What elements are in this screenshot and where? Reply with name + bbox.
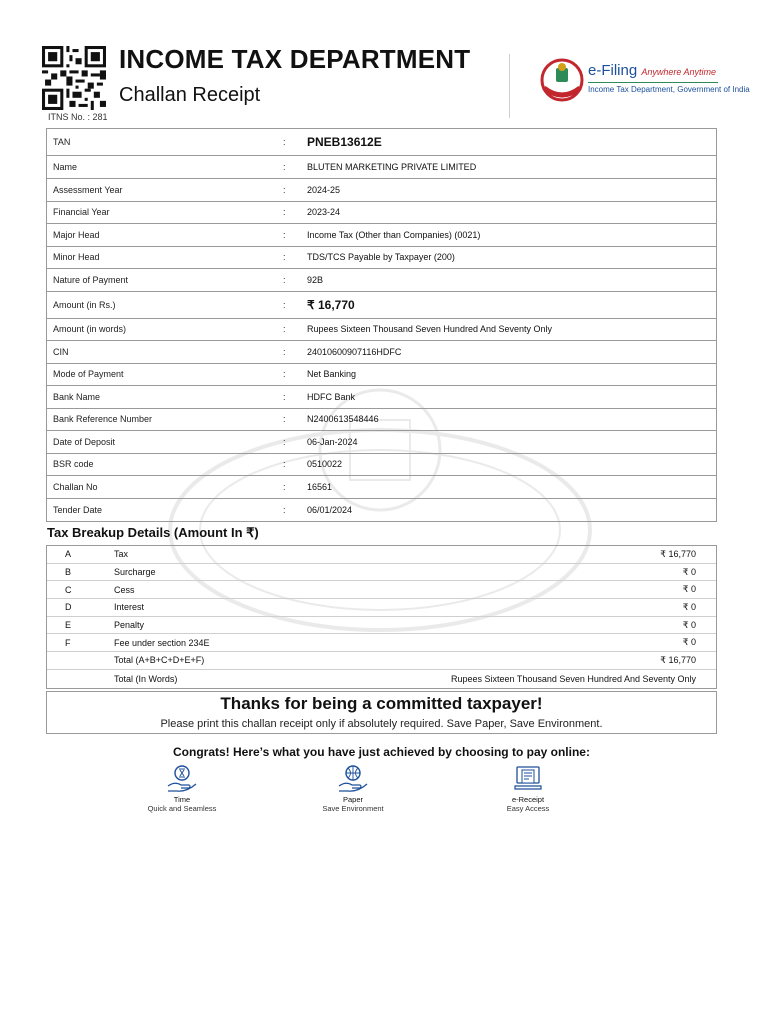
detail-label: Minor Head [53, 252, 100, 263]
tax-label: Surcharge [114, 567, 156, 578]
feature-subtitle: Save Environment [322, 804, 384, 813]
tax-amount: Rupees Sixteen Thousand Seven Hundred And Seventy Only [451, 673, 696, 684]
detail-label: BSR code [53, 459, 94, 470]
detail-label: Nature of Payment [53, 274, 129, 285]
detail-row-date-of-deposit [47, 431, 716, 454]
tax-amount: ₹ 0 [682, 637, 696, 648]
time-icon [165, 764, 199, 794]
detail-row-bank-reference [47, 409, 716, 432]
detail-value: 92B [307, 274, 324, 285]
detail-value: 2023-24 [307, 207, 341, 218]
tax-code: D [65, 602, 72, 613]
detail-value: 06/01/2024 [307, 504, 353, 515]
detail-colon: : [283, 184, 286, 195]
tax-amount: ₹ 0 [682, 566, 696, 577]
detail-label: Mode of Payment [53, 369, 124, 380]
detail-label: Major Head [53, 229, 100, 240]
feature-title: e-Receipt [511, 795, 545, 804]
tax-label: Fee under section 234E [114, 637, 210, 648]
detail-colon: : [283, 137, 286, 147]
detail-label: Date of Deposit [53, 436, 116, 447]
tax-label: Tax [114, 549, 129, 560]
tax-amount: ₹ 16,770 [660, 654, 696, 665]
tax-amount: ₹ 0 [682, 619, 696, 630]
detail-label: Bank Name [53, 391, 101, 402]
itns-number: ITNS No. : 281 [48, 112, 108, 122]
tax-row [47, 546, 716, 564]
detail-value: 2024-25 [307, 184, 341, 195]
header [42, 44, 750, 124]
detail-colon: : [283, 299, 286, 310]
tax-row [47, 564, 716, 582]
detail-row-cin [47, 341, 716, 364]
detail-row-major-head [47, 224, 716, 247]
detail-value: 24010600907116HDFC [307, 346, 402, 357]
detail-colon: : [283, 459, 286, 470]
detail-label: Amount (in words) [53, 324, 127, 335]
detail-row-challan-no [47, 476, 716, 499]
feature-time [127, 764, 237, 813]
detail-value: PNEB13612E [307, 135, 382, 149]
detail-row-bank-name [47, 386, 716, 409]
challan-details-table [46, 128, 717, 522]
header-divider [509, 54, 510, 118]
tax-amount: ₹ 0 [682, 584, 696, 595]
page-subtitle: Challan Receipt [119, 84, 261, 106]
thanks-subtext: Please print this challan receipt only if absolutely required. Save Paper, Save Environment. [160, 718, 603, 730]
efiling-label: e-Filing [588, 62, 638, 79]
tax-label: Penalty [114, 620, 145, 631]
detail-colon: : [283, 436, 286, 447]
thanks-heading: Thanks for being a committed taxpayer! [220, 694, 543, 713]
efiling-tagline: Anywhere Anytime [641, 67, 717, 77]
feature-subtitle: Quick and Seamless [147, 804, 217, 813]
detail-colon: : [283, 252, 286, 263]
detail-colon: : [283, 391, 286, 402]
detail-label: Challan No [53, 481, 98, 492]
detail-row-bsr-code [47, 454, 716, 477]
tax-code: A [65, 549, 72, 560]
detail-value: Rupees Sixteen Thousand Seven Hundred And Seventy Only [307, 324, 552, 335]
feature-title: Paper [342, 795, 363, 804]
qr-code-icon [42, 46, 106, 110]
detail-colon: : [283, 369, 286, 380]
congrats-text: Congrats! Here’s what you have just achieved by choosing to pay online: [173, 745, 590, 759]
tax-breakup-title: Tax Breakup Details (Amount In ₹) [47, 525, 259, 540]
detail-value: Net Banking [307, 369, 357, 380]
detail-value: TDS/TCS Payable by Taxpayer (200) [307, 252, 455, 263]
tax-row [47, 634, 716, 652]
detail-label: Bank Reference Number [53, 414, 153, 425]
tax-label: Interest [114, 602, 145, 613]
tax-total-row [47, 652, 716, 670]
efiling-brand [588, 62, 716, 79]
ereceipt-icon [511, 764, 545, 794]
detail-colon: : [283, 162, 286, 172]
detail-colon: : [283, 414, 286, 425]
detail-label: Amount (in Rs.) [53, 299, 116, 310]
detail-value: HDFC Bank [307, 391, 356, 402]
tax-code: E [65, 620, 72, 631]
tax-label: Total (In Words) [114, 673, 178, 684]
feature-title: Time [173, 795, 191, 804]
govt-line: Income Tax Department, Government of India [588, 85, 750, 94]
feature-ereceipt [473, 764, 583, 813]
detail-row-assessment-year [47, 179, 716, 202]
detail-value: 06-Jan-2024 [307, 436, 358, 447]
tax-total-words-row [47, 670, 716, 688]
detail-colon: : [283, 324, 286, 335]
detail-value: BLUTEN MARKETING PRIVATE LIMITED [307, 162, 477, 172]
detail-colon: : [283, 481, 286, 492]
detail-label: Tender Date [53, 504, 103, 515]
detail-row-minor-head [47, 247, 716, 270]
detail-row-amount [47, 292, 716, 319]
feature-subtitle: Easy Access [506, 804, 550, 813]
detail-value: N2400613548446 [307, 414, 379, 425]
detail-value: Income Tax (Other than Companies) (0021) [307, 229, 481, 240]
feature-paper [298, 764, 408, 813]
tax-code: B [65, 567, 72, 578]
paper-icon [336, 764, 370, 794]
detail-label: Financial Year [53, 207, 110, 218]
tax-breakup-table [46, 545, 717, 689]
detail-value: 0510022 [307, 459, 343, 470]
detail-row-mode-of-payment [47, 364, 716, 387]
tax-row [47, 617, 716, 635]
detail-row-name [47, 156, 716, 179]
detail-row-nature-of-payment [47, 269, 716, 292]
detail-row-tender-date [47, 499, 716, 522]
detail-label: CIN [53, 346, 69, 357]
detail-label: Assessment Year [53, 184, 123, 195]
detail-colon: : [283, 346, 286, 357]
detail-colon: : [283, 207, 286, 218]
detail-value: ₹ 16,770 [307, 297, 355, 312]
detail-row-financial-year [47, 202, 716, 225]
tax-code: C [65, 584, 72, 595]
tax-row [47, 581, 716, 599]
detail-row-tan [47, 129, 716, 156]
tax-amount: ₹ 0 [682, 601, 696, 612]
detail-colon: : [283, 504, 286, 515]
department-title: INCOME TAX DEPARTMENT [119, 44, 471, 74]
detail-value: 16561 [307, 481, 333, 492]
detail-label: Name [53, 162, 78, 172]
detail-colon: : [283, 229, 286, 240]
detail-colon: : [283, 274, 286, 285]
efiling-underline [588, 82, 718, 83]
tax-label: Cess [114, 584, 135, 595]
tax-row [47, 599, 716, 617]
tax-code: F [65, 637, 71, 648]
thanks-box [46, 691, 717, 734]
tax-amount: ₹ 16,770 [660, 548, 696, 559]
detail-label: TAN [53, 137, 71, 147]
tax-label: Total (A+B+C+D+E+F) [114, 655, 205, 666]
detail-row-amount-words [47, 319, 716, 342]
